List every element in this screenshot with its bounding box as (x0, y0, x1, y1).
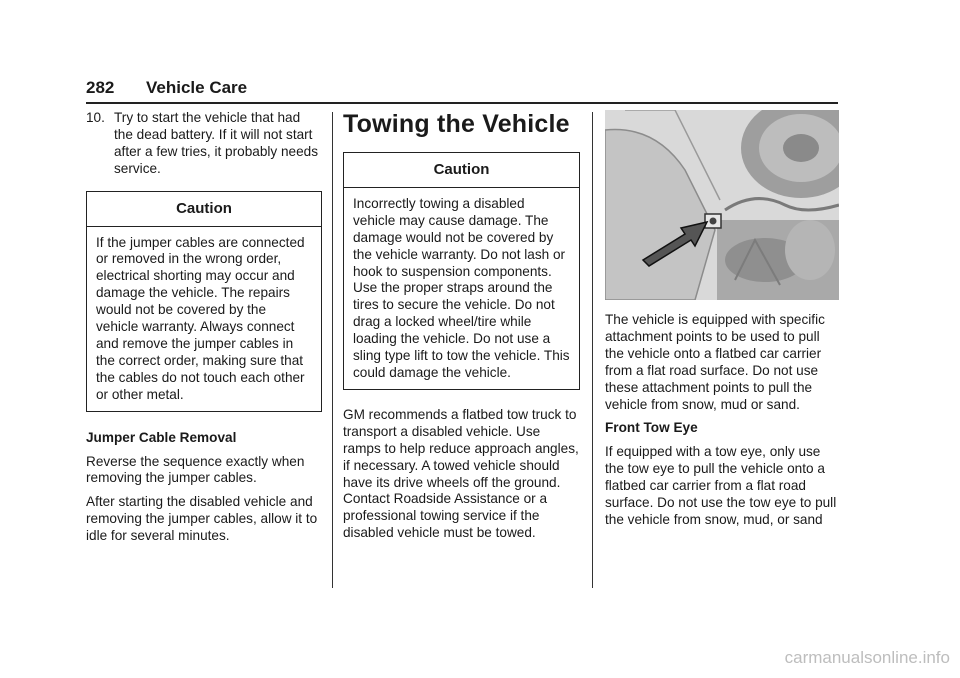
caution-title: Caution (433, 161, 490, 178)
step-10 (86, 110, 322, 178)
paragraph: After starting the disabled vehicle and removing the jumper cables, allow it to idle for several minutes. (86, 494, 318, 544)
column-middle (343, 110, 580, 549)
step-text: Try to start the vehicle that had the dead battery. If it will not start after a few tries, it probably needs service. (114, 110, 319, 176)
column-right (605, 110, 839, 536)
paragraph: The vehicle is equipped with specific attachment points to be used to pull the vehicle onto a flatbed car carrier from a flat road surface. Do not use these attachment points to pull the vehicle from snow, mud or sand. (605, 312, 825, 412)
caution-box-towing (343, 152, 580, 390)
subhead-jumper-cable-removal: Jumper Cable Removal (86, 429, 237, 445)
tow-eye-attachment-illustration (605, 110, 839, 300)
paragraph: If equipped with a tow eye, only use the tow eye to pull the vehicle onto a flatbed car carrier from a flat road surface. Do not use the tow eye to pull the vehicle from snow, mud, or sand (605, 444, 837, 527)
subhead-front-tow-eye: Front Tow Eye (605, 420, 698, 436)
page-header (86, 78, 838, 104)
paragraph: GM recommends a flatbed tow truck to transport a disabled vehicle. Use ramps to help reduce approach angles, if necessary. A towed vehicle should have its drive wheels off the ground. Contact Roadside Assistance or a professional towing service if the disabled vehicle must be towed. (343, 406, 579, 541)
column-left (86, 110, 322, 552)
paragraph: Reverse the sequence exactly when removing the jumper cables. (86, 453, 305, 486)
step-number: 10. (86, 110, 105, 125)
caution-rule (344, 187, 579, 188)
column-divider (332, 112, 333, 588)
caution-title: Caution (176, 199, 232, 217)
caution-text: Incorrectly towing a disabled vehicle may cause damage. The damage would not be covered by the vehicle warranty. Do not lash or hook to suspension components. Use the proper straps around the tires to secure the vehicle. Do not drag a locked wheel/tire while loading the vehicle. Do not use a sling type lift to tow the vehicle. This could damage the vehicle. (353, 195, 570, 380)
section-title: Vehicle Care (146, 78, 248, 97)
column-divider (592, 112, 593, 588)
caution-rule (87, 226, 321, 227)
header-rule (86, 102, 838, 104)
caution-text: If the jumper cables are connected or removed in the wrong order, electrical shorting may occur and damage the vehicle. The repairs would not be covered by the vehicle warranty. Always connect and remove the jumper cables in the correct order, making sure that the cables do not touch each other or other metal. (96, 234, 305, 402)
watermark-link[interactable]: carmanualsonline.info (784, 648, 950, 667)
caution-box-jumper-cables (86, 191, 322, 412)
page-number: 282 (86, 78, 115, 97)
section-heading: Towing the Vehicle (343, 110, 570, 138)
